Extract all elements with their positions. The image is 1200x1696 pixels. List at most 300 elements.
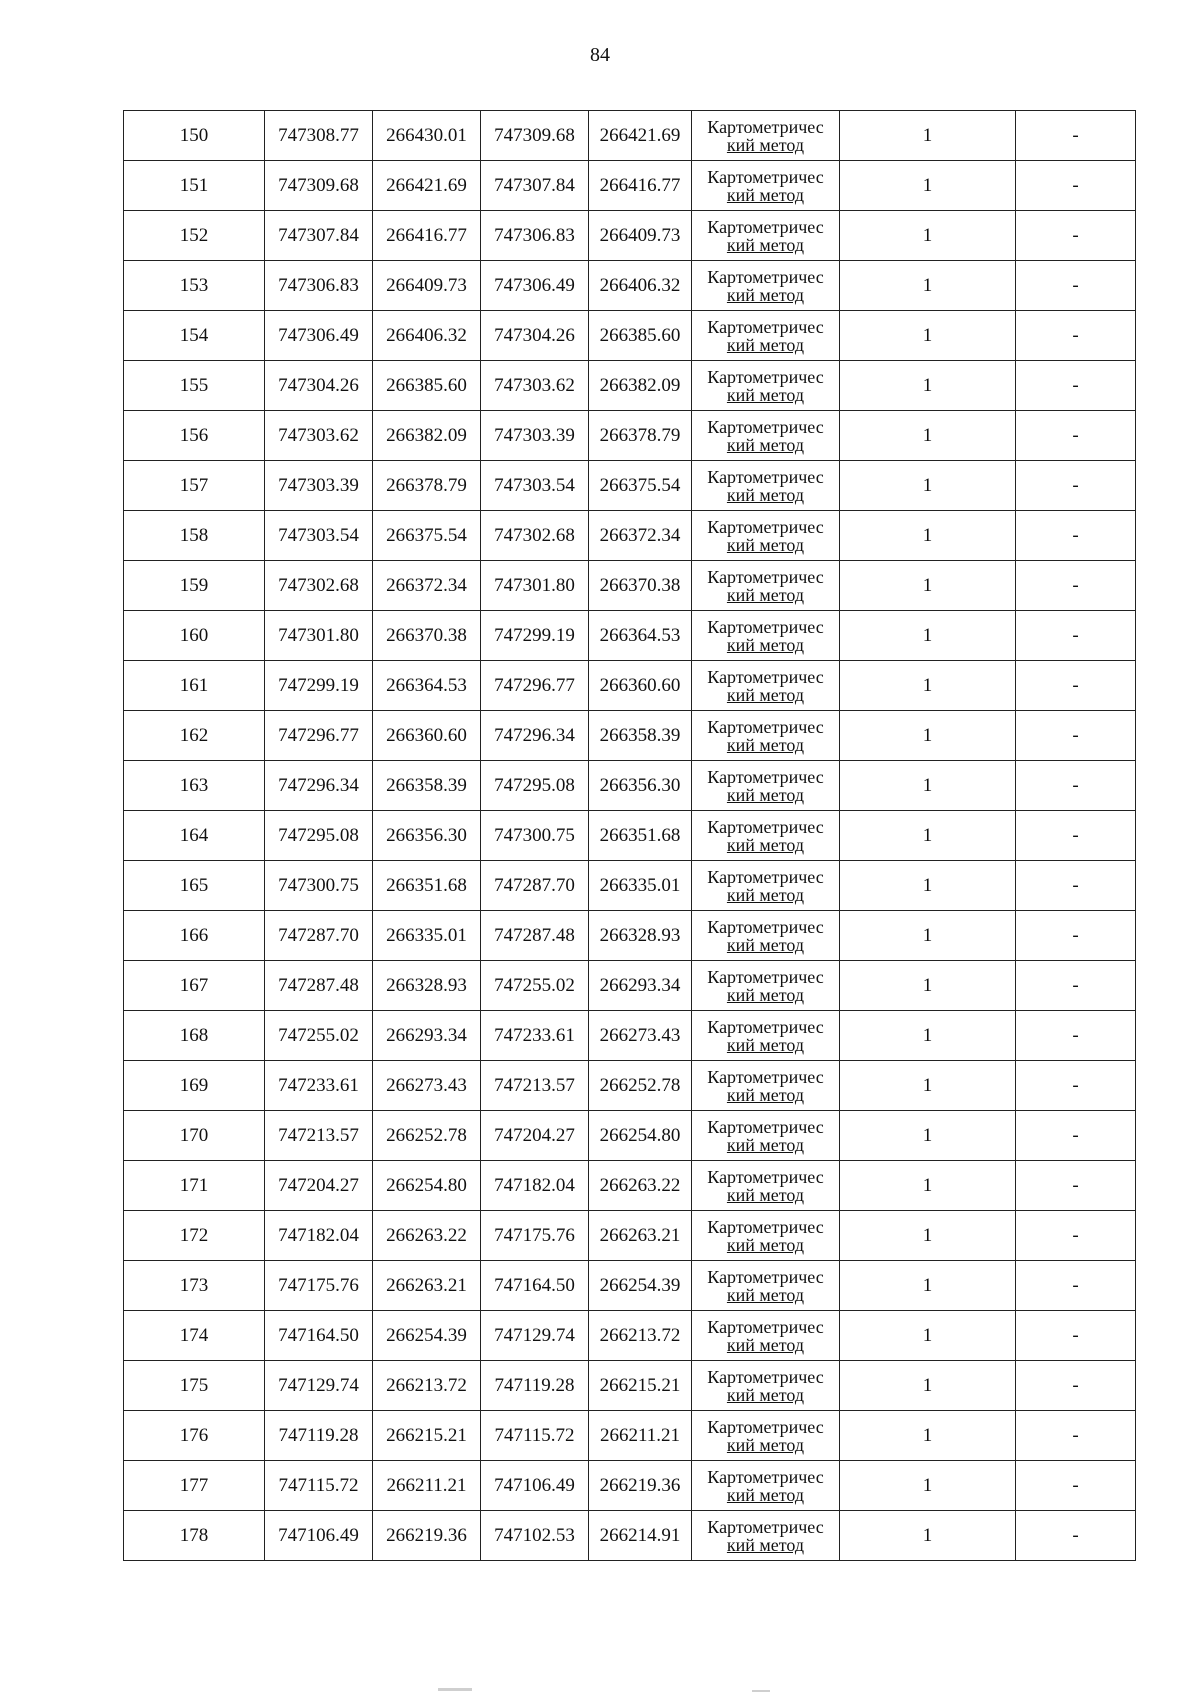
cell-y-start: 266273.43 [373, 1061, 481, 1111]
method-text-line2: кий метод [726, 1234, 805, 1255]
method-text-line2: кий метод [726, 584, 805, 605]
cell-note: - [1016, 511, 1136, 561]
method-text-line1: Картометричес [707, 516, 824, 537]
table-row [124, 411, 1136, 461]
cell-note: - [1016, 461, 1136, 511]
cell-accuracy: 1 [840, 911, 1016, 961]
cell-point-number: 160 [124, 611, 265, 661]
cell-point-number: 162 [124, 711, 265, 761]
cell-x-end: 747306.49 [481, 261, 589, 311]
cell-point-number: 169 [124, 1061, 265, 1111]
cell-y-end: 266252.78 [589, 1061, 692, 1111]
method-text-line2: кий метод [726, 934, 805, 955]
cell-accuracy: 1 [840, 861, 1016, 911]
cell-y-start: 266335.01 [373, 911, 481, 961]
method-text-line1: Картометричес [707, 1116, 824, 1137]
cell-accuracy: 1 [840, 111, 1016, 161]
table-row [124, 561, 1136, 611]
cell-x-start: 747306.49 [265, 311, 373, 361]
cell-accuracy: 1 [840, 1111, 1016, 1161]
method-text-line1: Картометричес [707, 216, 824, 237]
cell-y-end: 266375.54 [589, 461, 692, 511]
cell-x-start: 747233.61 [265, 1061, 373, 1111]
cell-point-number: 167 [124, 961, 265, 1011]
cell-y-end: 266211.21 [589, 1411, 692, 1461]
cell-x-start: 747300.75 [265, 861, 373, 911]
cell-accuracy: 1 [840, 1311, 1016, 1361]
method-text-line2: кий метод [726, 434, 805, 455]
cell-accuracy: 1 [840, 1411, 1016, 1461]
cell-note: - [1016, 1361, 1136, 1411]
cell-note: - [1016, 1211, 1136, 1261]
cell-y-end: 266356.30 [589, 761, 692, 811]
cell-accuracy: 1 [840, 1361, 1016, 1411]
cell-y-end: 266263.22 [589, 1161, 692, 1211]
method-text-line1: Картометричес [707, 1466, 824, 1487]
cell-x-start: 747106.49 [265, 1511, 373, 1561]
cell-x-end: 747213.57 [481, 1061, 589, 1111]
cell-point-number: 159 [124, 561, 265, 611]
cell-y-start: 266364.53 [373, 661, 481, 711]
cell-y-end: 266293.34 [589, 961, 692, 1011]
cell-x-end: 747106.49 [481, 1461, 589, 1511]
method-text-line1: Картометричес [707, 1016, 824, 1037]
cell-accuracy: 1 [840, 1061, 1016, 1111]
cell-note: - [1016, 661, 1136, 711]
cell-method [692, 111, 840, 161]
method-text-line1: Картометричес [707, 1366, 824, 1387]
cell-x-end: 747287.48 [481, 911, 589, 961]
method-text-line1: Картометричес [707, 366, 824, 387]
cell-y-start: 266421.69 [373, 161, 481, 211]
cell-y-start: 266263.21 [373, 1261, 481, 1311]
cell-x-start: 747308.77 [265, 111, 373, 161]
method-text-line1: Картометричес [707, 566, 824, 587]
cell-y-end: 266385.60 [589, 311, 692, 361]
cell-y-start: 266351.68 [373, 861, 481, 911]
method-text-line1: Картометричес [707, 316, 824, 337]
cell-note: - [1016, 161, 1136, 211]
cell-x-start: 747309.68 [265, 161, 373, 211]
table-row [124, 811, 1136, 861]
cell-method [692, 1161, 840, 1211]
cell-accuracy: 1 [840, 1511, 1016, 1561]
cell-accuracy: 1 [840, 211, 1016, 261]
cell-accuracy: 1 [840, 711, 1016, 761]
method-text-line1: Картометричес [707, 1166, 824, 1187]
cell-method [692, 411, 840, 461]
table-row [124, 1161, 1136, 1211]
cell-note: - [1016, 211, 1136, 261]
cell-point-number: 168 [124, 1011, 265, 1061]
cell-method [692, 161, 840, 211]
cell-x-end: 747299.19 [481, 611, 589, 661]
cell-y-start: 266252.78 [373, 1111, 481, 1161]
cell-note: - [1016, 561, 1136, 611]
cell-y-start: 266328.93 [373, 961, 481, 1011]
cell-method [692, 611, 840, 661]
cell-x-end: 747115.72 [481, 1411, 589, 1461]
cell-x-end: 747296.77 [481, 661, 589, 711]
method-text-line2: кий метод [726, 684, 805, 705]
cell-y-end: 266370.38 [589, 561, 692, 611]
coordinates-table [123, 110, 1136, 1561]
table-row [124, 1511, 1136, 1561]
cell-note: - [1016, 761, 1136, 811]
cell-y-end: 266406.32 [589, 261, 692, 311]
cell-x-end: 747182.04 [481, 1161, 589, 1211]
cell-note: - [1016, 961, 1136, 1011]
cell-y-start: 266219.36 [373, 1511, 481, 1561]
method-text-line1: Картометричес [707, 466, 824, 487]
cell-x-start: 747175.76 [265, 1261, 373, 1311]
cell-method [692, 261, 840, 311]
method-text-line1: Картометричес [707, 816, 824, 837]
table-row [124, 1361, 1136, 1411]
cell-y-end: 266254.80 [589, 1111, 692, 1161]
method-text-line2: кий метод [726, 884, 805, 905]
cell-y-start: 266416.77 [373, 211, 481, 261]
cell-method [692, 1011, 840, 1061]
cell-point-number: 150 [124, 111, 265, 161]
cell-point-number: 178 [124, 1511, 265, 1561]
cell-method [692, 561, 840, 611]
cell-point-number: 170 [124, 1111, 265, 1161]
cell-x-start: 747302.68 [265, 561, 373, 611]
method-text-line2: кий метод [726, 1034, 805, 1055]
cell-method [692, 1361, 840, 1411]
table-row [124, 961, 1136, 1011]
table-row [124, 1461, 1136, 1511]
cell-x-end: 747304.26 [481, 311, 589, 361]
cell-x-start: 747306.83 [265, 261, 373, 311]
cell-point-number: 156 [124, 411, 265, 461]
cell-method [692, 361, 840, 411]
table-row [124, 261, 1136, 311]
table-row [124, 461, 1136, 511]
cell-method [692, 661, 840, 711]
scan-mark [438, 1688, 472, 1691]
cell-x-end: 747129.74 [481, 1311, 589, 1361]
table-row [124, 361, 1136, 411]
cell-y-start: 266382.09 [373, 411, 481, 461]
cell-method [692, 811, 840, 861]
cell-point-number: 171 [124, 1161, 265, 1211]
cell-x-start: 747287.48 [265, 961, 373, 1011]
cell-x-end: 747119.28 [481, 1361, 589, 1411]
cell-method [692, 1211, 840, 1261]
cell-method [692, 1111, 840, 1161]
method-text-line1: Картометричес [707, 266, 824, 287]
cell-x-end: 747295.08 [481, 761, 589, 811]
cell-point-number: 176 [124, 1411, 265, 1461]
table-row [124, 1061, 1136, 1111]
page-number: 84 [590, 44, 610, 66]
cell-y-start: 266211.21 [373, 1461, 481, 1511]
cell-note: - [1016, 311, 1136, 361]
cell-method [692, 961, 840, 1011]
cell-x-start: 747129.74 [265, 1361, 373, 1411]
cell-y-end: 266335.01 [589, 861, 692, 911]
cell-y-start: 266358.39 [373, 761, 481, 811]
cell-y-end: 266351.68 [589, 811, 692, 861]
method-text-line2: кий метод [726, 834, 805, 855]
cell-note: - [1016, 911, 1136, 961]
cell-method [692, 861, 840, 911]
cell-y-end: 266214.91 [589, 1511, 692, 1561]
table-row [124, 911, 1136, 961]
table-body [124, 111, 1136, 1561]
method-text-line2: кий метод [726, 634, 805, 655]
cell-x-start: 747299.19 [265, 661, 373, 711]
cell-y-end: 266360.60 [589, 661, 692, 711]
cell-x-end: 747301.80 [481, 561, 589, 611]
cell-y-end: 266382.09 [589, 361, 692, 411]
table-row [124, 1311, 1136, 1361]
cell-point-number: 177 [124, 1461, 265, 1511]
cell-accuracy: 1 [840, 1011, 1016, 1061]
cell-y-start: 266430.01 [373, 111, 481, 161]
cell-x-start: 747255.02 [265, 1011, 373, 1061]
cell-x-start: 747296.77 [265, 711, 373, 761]
cell-point-number: 152 [124, 211, 265, 261]
cell-x-end: 747255.02 [481, 961, 589, 1011]
cell-point-number: 158 [124, 511, 265, 561]
cell-y-end: 266215.21 [589, 1361, 692, 1411]
cell-y-end: 266378.79 [589, 411, 692, 461]
table-row [124, 211, 1136, 261]
cell-note: - [1016, 261, 1136, 311]
cell-accuracy: 1 [840, 361, 1016, 411]
cell-point-number: 166 [124, 911, 265, 961]
cell-note: - [1016, 1411, 1136, 1461]
table-row [124, 311, 1136, 361]
cell-y-start: 266406.32 [373, 311, 481, 361]
cell-x-end: 747302.68 [481, 511, 589, 561]
method-text-line2: кий метод [726, 1484, 805, 1505]
table-row [124, 711, 1136, 761]
method-text-line1: Картометричес [707, 616, 824, 637]
cell-x-start: 747204.27 [265, 1161, 373, 1211]
cell-point-number: 165 [124, 861, 265, 911]
cell-accuracy: 1 [840, 1161, 1016, 1211]
cell-x-start: 747301.80 [265, 611, 373, 661]
cell-y-end: 266328.93 [589, 911, 692, 961]
table-row [124, 1261, 1136, 1311]
cell-y-start: 266356.30 [373, 811, 481, 861]
cell-accuracy: 1 [840, 611, 1016, 661]
method-text-line2: кий метод [726, 284, 805, 305]
cell-accuracy: 1 [840, 511, 1016, 561]
cell-x-end: 747102.53 [481, 1511, 589, 1561]
cell-x-end: 747175.76 [481, 1211, 589, 1261]
cell-accuracy: 1 [840, 1461, 1016, 1511]
method-text-line2: кий метод [726, 984, 805, 1005]
cell-y-start: 266409.73 [373, 261, 481, 311]
method-text-line1: Картометричес [707, 866, 824, 887]
cell-x-start: 747213.57 [265, 1111, 373, 1161]
cell-y-end: 266409.73 [589, 211, 692, 261]
cell-y-start: 266385.60 [373, 361, 481, 411]
cell-method [692, 461, 840, 511]
cell-method [692, 1311, 840, 1361]
cell-point-number: 161 [124, 661, 265, 711]
cell-x-start: 747115.72 [265, 1461, 373, 1511]
cell-accuracy: 1 [840, 161, 1016, 211]
cell-y-start: 266378.79 [373, 461, 481, 511]
table-row [124, 1211, 1136, 1261]
cell-note: - [1016, 1161, 1136, 1211]
cell-accuracy: 1 [840, 461, 1016, 511]
method-text-line2: кий метод [726, 734, 805, 755]
cell-note: - [1016, 1311, 1136, 1361]
cell-y-start: 266370.38 [373, 611, 481, 661]
cell-y-end: 266364.53 [589, 611, 692, 661]
cell-y-end: 266273.43 [589, 1011, 692, 1061]
table-row [124, 1411, 1136, 1461]
method-text-line1: Картометричес [707, 1516, 824, 1537]
cell-accuracy: 1 [840, 411, 1016, 461]
cell-accuracy: 1 [840, 561, 1016, 611]
cell-point-number: 173 [124, 1261, 265, 1311]
cell-note: - [1016, 361, 1136, 411]
cell-x-start: 747303.39 [265, 461, 373, 511]
cell-x-end: 747164.50 [481, 1261, 589, 1311]
method-text-line2: кий метод [726, 1184, 805, 1205]
cell-y-start: 266375.54 [373, 511, 481, 561]
method-text-line1: Картометричес [707, 416, 824, 437]
cell-note: - [1016, 1511, 1136, 1561]
cell-y-end: 266219.36 [589, 1461, 692, 1511]
method-text-line1: Картометричес [707, 1216, 824, 1237]
cell-accuracy: 1 [840, 961, 1016, 1011]
cell-method [692, 911, 840, 961]
method-text-line2: кий метод [726, 784, 805, 805]
cell-x-start: 747164.50 [265, 1311, 373, 1361]
cell-y-start: 266213.72 [373, 1361, 481, 1411]
cell-point-number: 164 [124, 811, 265, 861]
cell-x-start: 747119.28 [265, 1411, 373, 1461]
method-text-line2: кий метод [726, 184, 805, 205]
cell-accuracy: 1 [840, 761, 1016, 811]
cell-y-end: 266213.72 [589, 1311, 692, 1361]
method-text-line2: кий метод [726, 234, 805, 255]
table-row [124, 611, 1136, 661]
cell-x-end: 747296.34 [481, 711, 589, 761]
cell-y-start: 266254.39 [373, 1311, 481, 1361]
method-text-line1: Картометричес [707, 1266, 824, 1287]
method-text-line2: кий метод [726, 1434, 805, 1455]
cell-x-end: 747287.70 [481, 861, 589, 911]
cell-note: - [1016, 811, 1136, 861]
cell-x-start: 747307.84 [265, 211, 373, 261]
cell-point-number: 153 [124, 261, 265, 311]
cell-x-start: 747287.70 [265, 911, 373, 961]
cell-y-end: 266263.21 [589, 1211, 692, 1261]
cell-x-start: 747295.08 [265, 811, 373, 861]
cell-x-end: 747309.68 [481, 111, 589, 161]
method-text-line1: Картометричес [707, 1416, 824, 1437]
cell-y-start: 266263.22 [373, 1211, 481, 1261]
cell-point-number: 154 [124, 311, 265, 361]
method-text-line2: кий метод [726, 1084, 805, 1105]
cell-method [692, 211, 840, 261]
method-text-line2: кий метод [726, 1134, 805, 1155]
cell-method [692, 511, 840, 561]
cell-accuracy: 1 [840, 811, 1016, 861]
method-text-line1: Картометричес [707, 966, 824, 987]
cell-x-start: 747303.54 [265, 511, 373, 561]
cell-note: - [1016, 1111, 1136, 1161]
cell-x-end: 747300.75 [481, 811, 589, 861]
cell-method [692, 311, 840, 361]
scan-mark [752, 1690, 770, 1692]
method-text-line2: кий метод [726, 1284, 805, 1305]
cell-note: - [1016, 1011, 1136, 1061]
cell-x-start: 747182.04 [265, 1211, 373, 1261]
cell-note: - [1016, 111, 1136, 161]
cell-x-end: 747303.54 [481, 461, 589, 511]
cell-accuracy: 1 [840, 1261, 1016, 1311]
cell-x-start: 747296.34 [265, 761, 373, 811]
cell-note: - [1016, 711, 1136, 761]
cell-y-start: 266254.80 [373, 1161, 481, 1211]
cell-y-start: 266372.34 [373, 561, 481, 611]
cell-point-number: 174 [124, 1311, 265, 1361]
cell-x-end: 747303.62 [481, 361, 589, 411]
cell-note: - [1016, 611, 1136, 661]
method-text-line2: кий метод [726, 134, 805, 155]
cell-x-start: 747304.26 [265, 361, 373, 411]
cell-x-start: 747303.62 [265, 411, 373, 461]
cell-point-number: 155 [124, 361, 265, 411]
cell-method [692, 1411, 840, 1461]
cell-x-end: 747306.83 [481, 211, 589, 261]
cell-y-end: 266358.39 [589, 711, 692, 761]
cell-method [692, 711, 840, 761]
cell-note: - [1016, 411, 1136, 461]
method-text-line1: Картометричес [707, 166, 824, 187]
cell-accuracy: 1 [840, 1211, 1016, 1261]
cell-y-start: 266215.21 [373, 1411, 481, 1461]
table-row [124, 861, 1136, 911]
method-text-line2: кий метод [726, 384, 805, 405]
method-text-line1: Картометричес [707, 766, 824, 787]
method-text-line2: кий метод [726, 534, 805, 555]
cell-method [692, 1061, 840, 1111]
table-row [124, 161, 1136, 211]
cell-note: - [1016, 861, 1136, 911]
method-text-line1: Картометричес [707, 1316, 824, 1337]
method-text-line1: Картометричес [707, 916, 824, 937]
cell-y-end: 266416.77 [589, 161, 692, 211]
method-text-line1: Картометричес [707, 116, 824, 137]
method-text-line2: кий метод [726, 334, 805, 355]
method-text-line1: Картометричес [707, 1066, 824, 1087]
cell-point-number: 175 [124, 1361, 265, 1411]
cell-y-start: 266293.34 [373, 1011, 481, 1061]
table-row [124, 661, 1136, 711]
cell-point-number: 151 [124, 161, 265, 211]
table-row [124, 1011, 1136, 1061]
table-row [124, 1111, 1136, 1161]
cell-x-end: 747303.39 [481, 411, 589, 461]
cell-method [692, 1511, 840, 1561]
table-row [124, 511, 1136, 561]
cell-point-number: 172 [124, 1211, 265, 1261]
cell-point-number: 157 [124, 461, 265, 511]
cell-point-number: 163 [124, 761, 265, 811]
